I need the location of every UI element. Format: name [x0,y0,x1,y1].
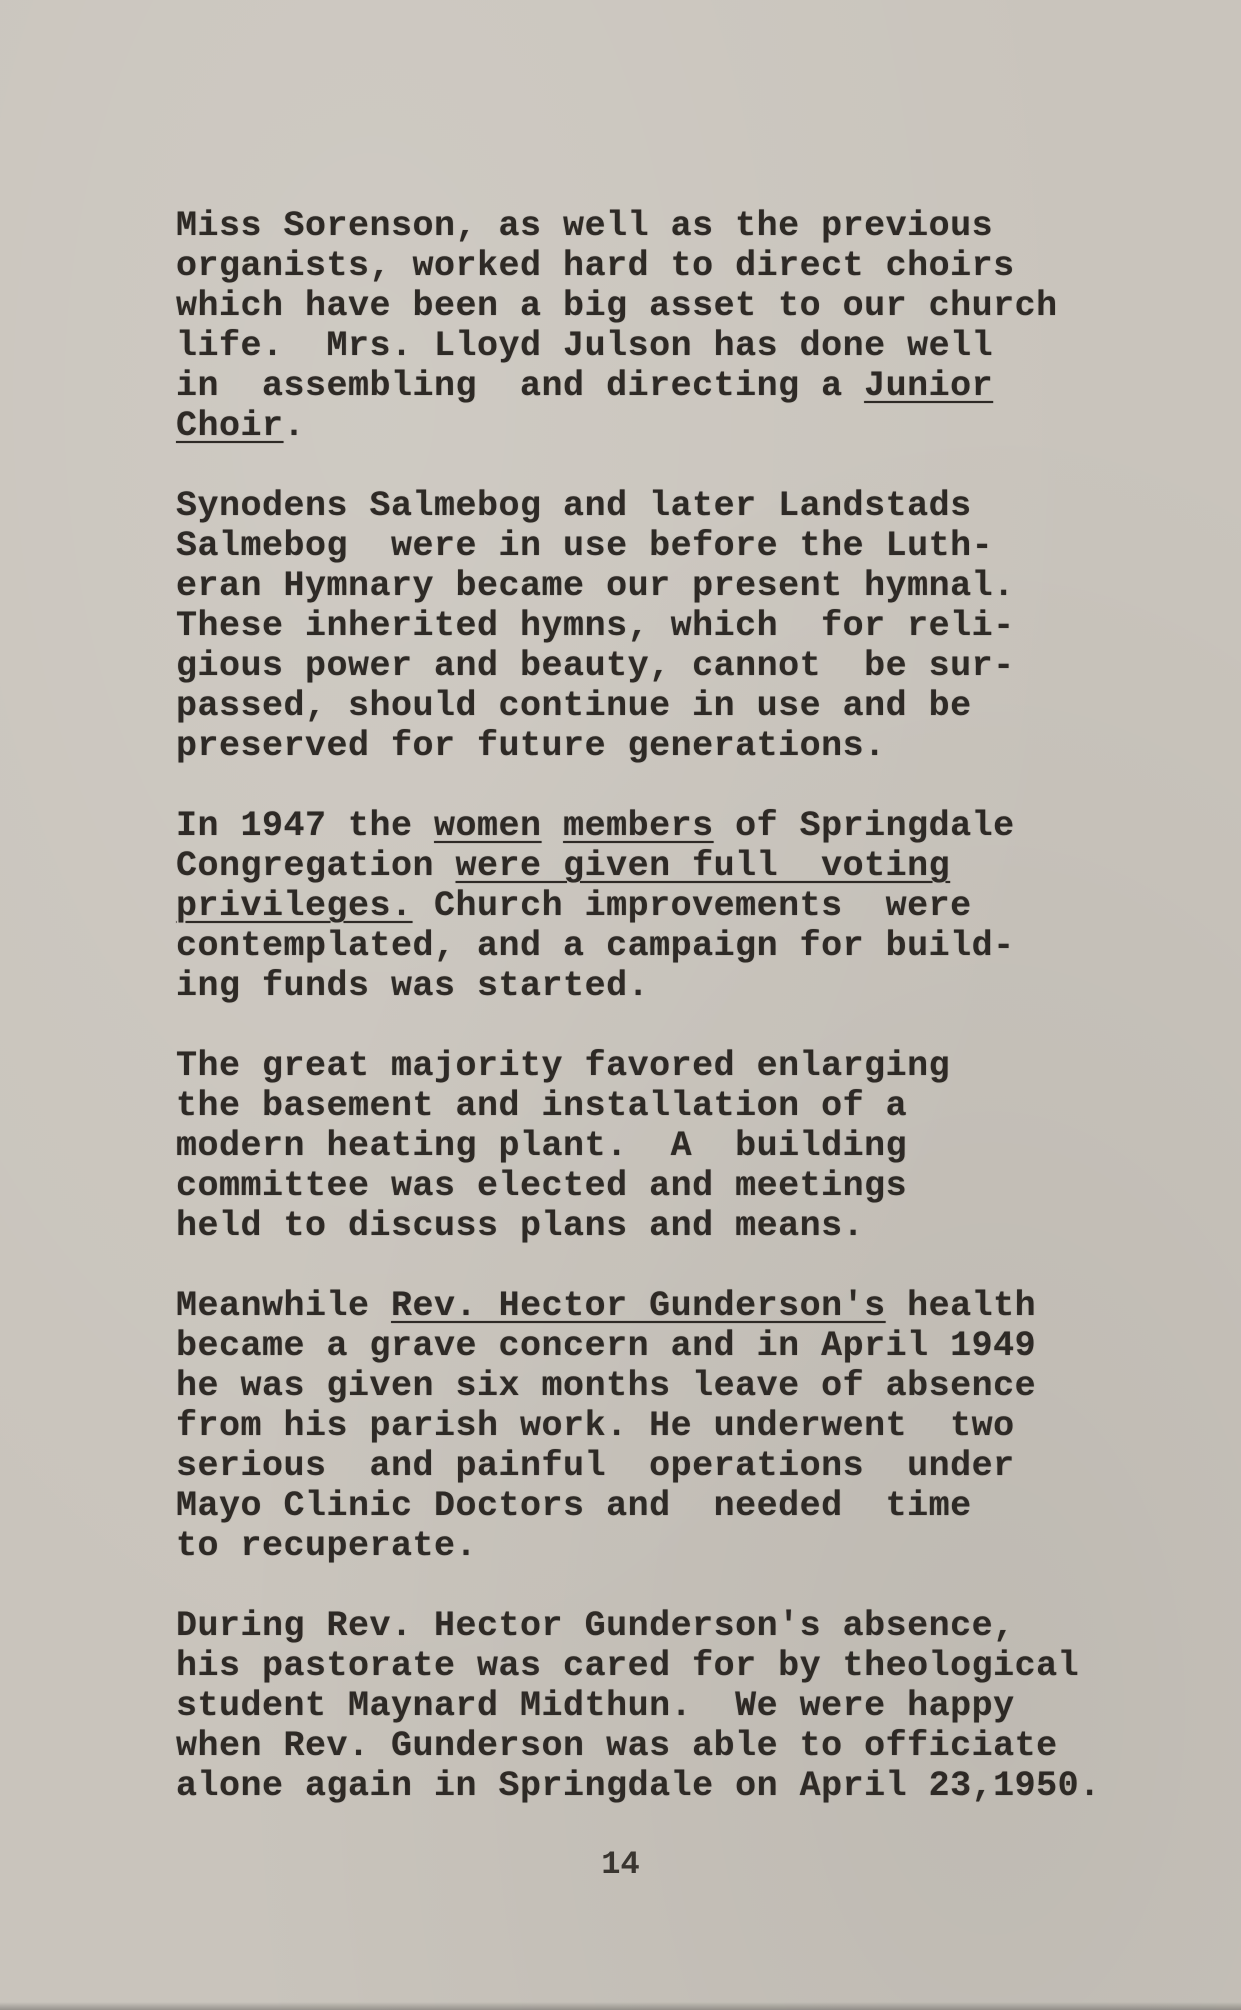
line-segment [542,806,564,846]
line-segment: of Springdale [713,806,1015,846]
paragraph-voting [176,806,1196,1006]
text-line: Salmebog were in use before the Luth- [176,526,994,566]
page-number: 14 [601,1846,640,1883]
text-line: when Rev. Gunderson was able to officiate [176,1726,1058,1766]
text-line: eran Hymnary became our present hymnal. [176,566,1015,606]
text-line: to recuperate. [176,1526,478,1566]
paragraph-hymnals [176,486,1196,766]
line-segment: Meanwhile [176,1286,392,1326]
text-line: These inherited hymns, which for reli- [176,606,1015,646]
text-line: Mayo Clinic Doctors and needed time [176,1486,972,1526]
underlined-phrase: were given full voting [455,846,951,886]
text-line [176,886,1196,926]
text-line: the basement and installation of a [176,1086,908,1126]
paragraph-absence [176,1606,1196,1806]
line-segment: Congregation [176,846,456,886]
text-line: The great majority favored enlarging [176,1046,951,1086]
underlined-phrase: Junior [864,366,994,406]
text-line: modern heating plant. A building [176,1126,908,1166]
text-line: ing funds was started. [176,966,650,1006]
body-text [176,206,1196,1846]
text-line: organists, worked hard to direct choirs [176,246,1015,286]
line-segment: . [283,406,306,446]
text-line: Synodens Salmebog and later Landstads [176,486,972,526]
text-line: which have been a big asset to our church [176,286,1058,326]
text-line [176,1286,1196,1326]
text-line: During Rev. Hector Gunderson's absence, [176,1606,1015,1646]
underlined-phrase: women [434,806,542,846]
text-line: he was given six months leave of absence [176,1366,1037,1406]
text-line: alone again in Springdale on April 23,1950. [176,1766,1101,1806]
paragraph-basement [176,1046,1196,1246]
paragraph-health [176,1286,1196,1566]
line-segment: in assembling and directing a [176,366,865,406]
text-line: life. Mrs. Lloyd Julson has done well [176,326,994,366]
paragraph-choirs [176,206,1196,446]
text-line [176,806,1196,846]
underlined-phrase: Rev. Hector Gunderson's [391,1286,886,1326]
line-segment: health [885,1286,1037,1326]
text-line: contemplated, and a campaign for build- [176,926,1015,966]
underlined-phrase: privileges. [176,886,413,926]
text-line [176,846,1196,886]
text-line: Miss Sorenson, as well as the previous [176,206,994,246]
underlined-phrase: Choir [176,406,284,446]
text-line [176,406,1196,446]
line-segment: Church improvements were [412,886,972,926]
text-line: gious power and beauty, cannot be sur- [176,646,1015,686]
text-line: from his parish work. He underwent two [176,1406,1015,1446]
text-line: became a grave concern and in April 1949 [176,1326,1037,1366]
text-line: serious and painful operations under [176,1446,1015,1486]
text-line: held to discuss plans and means. [176,1206,865,1246]
text-line: student Maynard Midthun. We were happy [176,1686,1015,1726]
line-segment: In 1947 the [176,806,435,846]
underlined-phrase: members [563,806,714,846]
text-line [176,366,1196,406]
text-line: committee was elected and meetings [176,1166,908,1206]
text-line: preserved for future generations. [176,726,886,766]
text-line: passed, should continue in use and be [176,686,972,726]
text-line: his pastorate was cared for by theological [176,1646,1080,1686]
